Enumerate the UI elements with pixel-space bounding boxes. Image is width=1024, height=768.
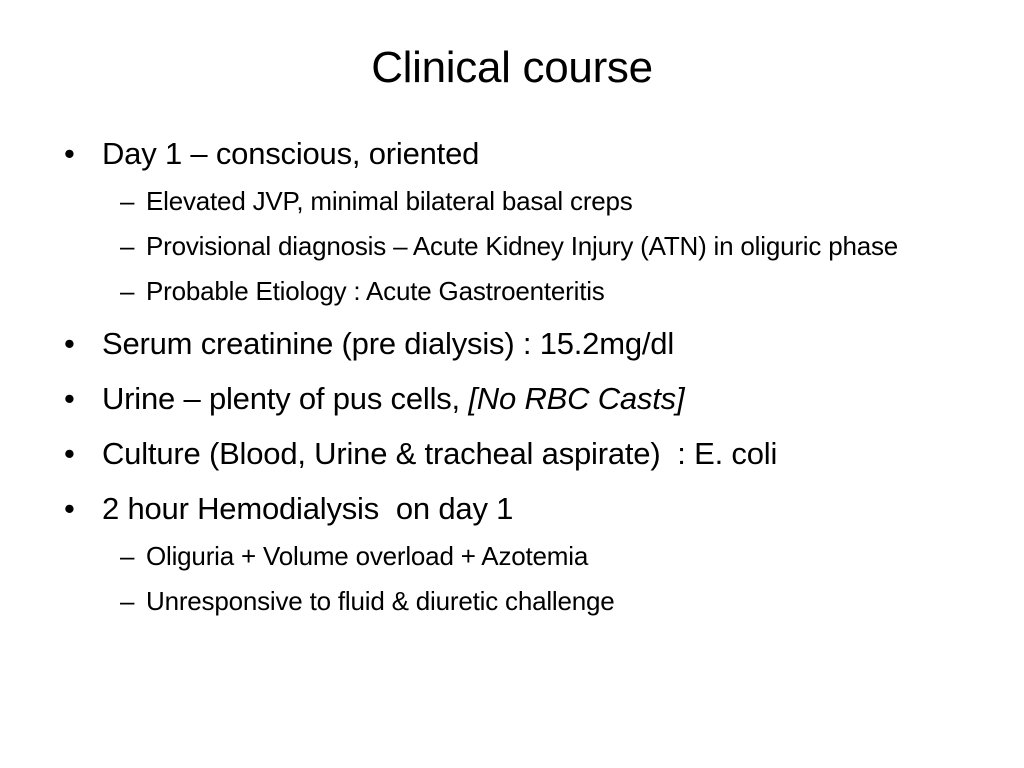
bullet-urine [60, 379, 980, 419]
sub-bullet-jvp [60, 183, 980, 219]
dash-icon: – [120, 186, 135, 216]
bullet-text: Day 1 – conscious, oriented [102, 136, 480, 171]
sub-bullet-diagnosis [60, 228, 980, 264]
dash-icon: – [120, 541, 135, 571]
bullet-text: Urine – plenty of pus cells, [102, 381, 469, 416]
bullet-culture [60, 434, 980, 474]
slide-title: Clinical course [371, 43, 653, 92]
bullet-text: 2 hour Hemodialysis on day 1 [102, 491, 514, 526]
bullet-list [60, 128, 980, 619]
bullet-icon: • [64, 491, 75, 526]
bullet-day1 [60, 134, 980, 174]
sub-bullet-text: Elevated JVP, minimal bilateral basal creps [146, 186, 633, 216]
bullet-italic-text: [No RBC Casts] [468, 381, 685, 416]
bullet-icon: • [64, 381, 75, 416]
bullet-icon: • [64, 436, 75, 471]
dash-icon: – [120, 231, 135, 261]
sub-bullet-unresponsive [60, 583, 980, 619]
sub-bullet-oliguria [60, 538, 980, 574]
bullet-icon: • [64, 326, 75, 361]
bullet-icon: • [64, 136, 75, 171]
sub-bullet-etiology [60, 273, 980, 309]
sub-bullet-text: Provisional diagnosis – Acute Kidney Injury (ATN) in oliguric phase [146, 231, 899, 261]
bullet-text: Serum creatinine (pre dialysis) : 15.2mg/dl [102, 326, 675, 361]
dash-icon: – [120, 276, 135, 306]
bullet-hemodialysis [60, 489, 980, 529]
dash-icon: – [120, 586, 135, 616]
bullet-creatinine [60, 324, 980, 364]
sub-bullet-text: Probable Etiology : Acute Gastroenteritis [146, 276, 605, 306]
bullet-text: Culture (Blood, Urine & tracheal aspirate) : E. coli [102, 436, 778, 471]
sub-bullet-text: Oliguria + Volume overload + Azotemia [146, 541, 589, 571]
sub-bullet-text: Unresponsive to fluid & diuretic challenge [146, 586, 615, 616]
